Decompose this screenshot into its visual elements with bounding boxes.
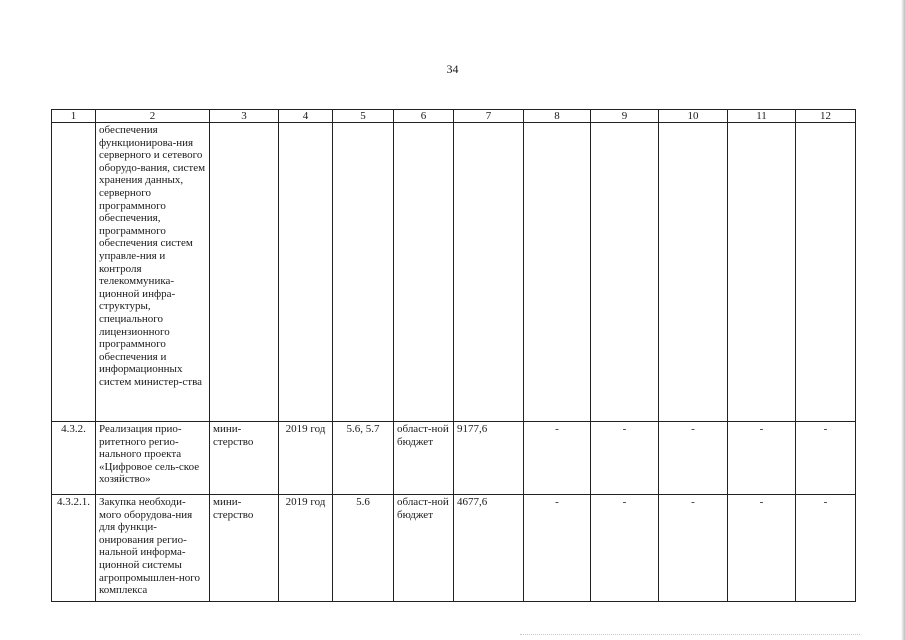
- funding-source-cell: област-ной бюджет: [394, 495, 454, 602]
- column-header: 8: [524, 110, 591, 123]
- period-cell: [279, 123, 333, 422]
- executor-cell: [210, 123, 279, 422]
- scan-edge-shadow: [901, 0, 905, 640]
- column-header: 11: [728, 110, 796, 123]
- executor-cell: мини-стерство: [210, 422, 279, 495]
- amount-cell: [524, 123, 591, 422]
- table-row: [52, 422, 856, 495]
- column-header: 3: [210, 110, 279, 123]
- indicator-cell: 5.6: [333, 495, 394, 602]
- table-row: [52, 495, 856, 602]
- amount-cell: -: [659, 422, 728, 495]
- header-row: [52, 110, 856, 123]
- amount-cell: [796, 123, 856, 422]
- amount-cell: -: [524, 495, 591, 602]
- amount-cell: -: [728, 495, 796, 602]
- amount-cell: -: [524, 422, 591, 495]
- column-header: 5: [333, 110, 394, 123]
- amount-total-cell: 9177,6: [454, 422, 524, 495]
- column-header: 12: [796, 110, 856, 123]
- amount-cell: -: [796, 422, 856, 495]
- funding-source-cell: област-ной бюджет: [394, 422, 454, 495]
- column-header: 4: [279, 110, 333, 123]
- table-row: [52, 123, 856, 422]
- amount-cell: -: [591, 422, 659, 495]
- page-number: 34: [446, 62, 459, 76]
- amount-total-cell: 4677,6: [454, 495, 524, 602]
- amount-cell: -: [728, 422, 796, 495]
- scan-noise-line: [520, 634, 860, 636]
- column-header: 2: [96, 110, 210, 123]
- amount-cell: [728, 123, 796, 422]
- amount-total-cell: [454, 123, 524, 422]
- indicator-cell: [333, 123, 394, 422]
- funding-source-cell: [394, 123, 454, 422]
- amount-cell: -: [659, 495, 728, 602]
- row-number-cell: [52, 123, 96, 422]
- event-name-cell: Закупка необходи-мого оборудова-ния для функци-онирования регио-нальной информа-ционной системы агропромышлен-ного комплекса: [96, 495, 210, 602]
- column-header: 10: [659, 110, 728, 123]
- amount-cell: -: [591, 495, 659, 602]
- event-name-cell: Реализация прио-ритетного регио-нального проекта «Цифровое сель-ское хозяйство»: [96, 422, 210, 495]
- row-number-cell: 4.3.2.1.: [52, 495, 96, 602]
- event-name-cell: обеспечения функционирова-ния серверного и сетевого оборудо-вания, систем хранения данных, серверного программного обеспечения, программного обеспечения систем управле-ния и контроля телекоммуника-ционной инфра-структуры, специального лицензионного программного обеспечения и информационных систем министер-ства: [96, 123, 210, 422]
- executor-cell: мини-стерство: [210, 495, 279, 602]
- column-header: 1: [52, 110, 96, 123]
- column-header: 7: [454, 110, 524, 123]
- amount-cell: [659, 123, 728, 422]
- amount-cell: [591, 123, 659, 422]
- indicator-cell: 5.6, 5.7: [333, 422, 394, 495]
- row-number-cell: 4.3.2.: [52, 422, 96, 495]
- column-header: 6: [394, 110, 454, 123]
- column-header: 9: [591, 110, 659, 123]
- period-cell: 2019 год: [279, 422, 333, 495]
- program-table: [51, 109, 856, 602]
- period-cell: 2019 год: [279, 495, 333, 602]
- amount-cell: -: [796, 495, 856, 602]
